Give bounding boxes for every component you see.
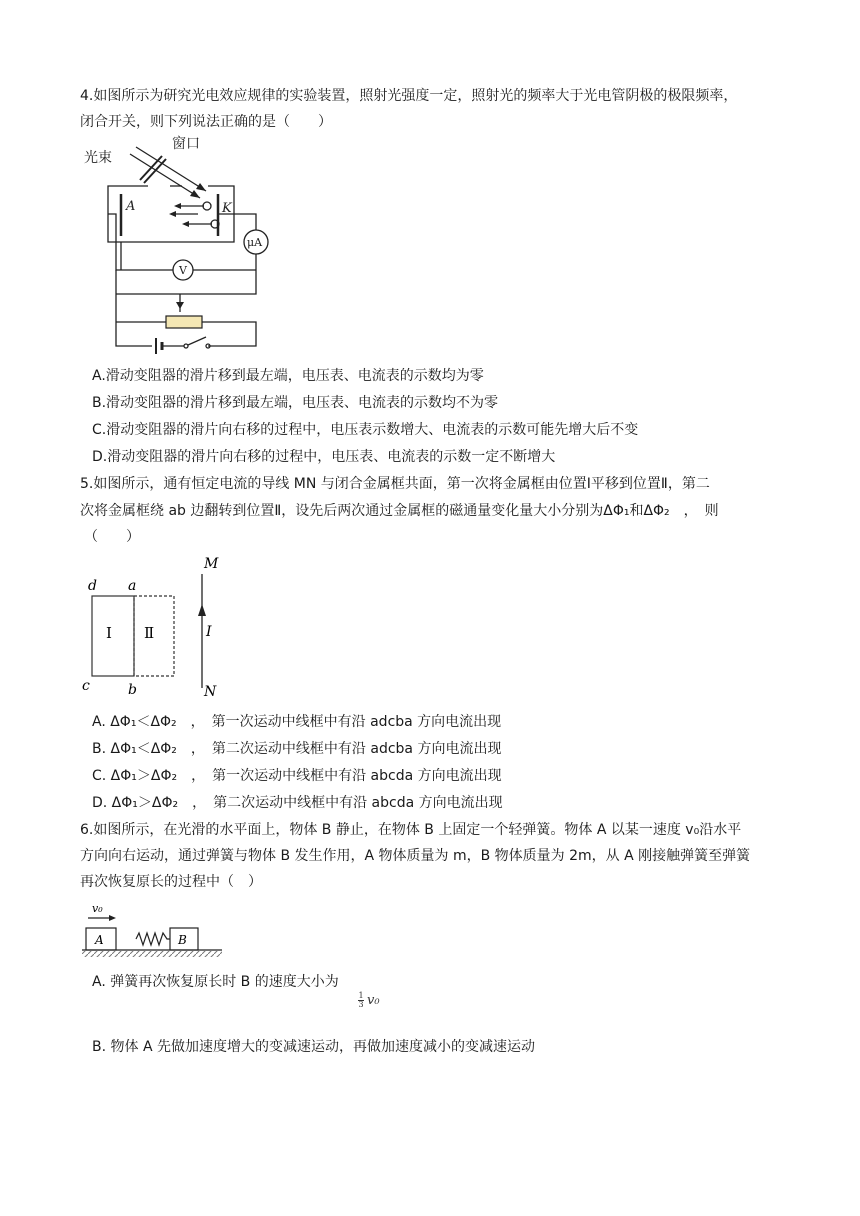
label-n: N: [204, 684, 217, 700]
q4-stem-line2: 闭合开关，则下列说法正确的是（ ）: [80, 114, 332, 130]
label-window: 窗口: [172, 136, 200, 152]
q5-stem-line1: 5.如图所示，通有恒定电流的导线 MN 与闭合金属框共面，第一次将金属框由位置Ⅰ平移到位置Ⅱ，第二: [80, 476, 710, 492]
label-current: I: [206, 624, 212, 640]
q5-option-b[interactable]: B. ΔΦ₁＜ΔΦ₂ ， 第二次运动中线框中有沿 adcba 方向电流出现: [92, 741, 502, 757]
q4-stem-line1: 4.如图所示为研究光电效应规律的实验装置，照射光强度一定，照射光的频率大于光电管阴极的极限频率，: [80, 88, 738, 104]
spring-blocks-figure: [82, 900, 224, 960]
q6-stem-line1: 6.如图所示，在光滑的水平面上，物体 B 静止，在物体 B 上固定一个轻弹簧。物体 A 以某一速度 v₀沿水平: [80, 822, 742, 838]
label-m: M: [204, 556, 219, 572]
q5-option-d[interactable]: D. ΔΦ₁＞ΔΦ₂ ， 第二次运动中线框中有沿 abcda 方向电流出现: [92, 795, 503, 811]
ground: [82, 951, 222, 957]
frame-position-1: [92, 596, 134, 676]
fraction-denominator: 3: [358, 1000, 364, 1009]
label-cathode: K: [222, 201, 232, 216]
label-region-1: Ⅰ: [106, 624, 112, 642]
label-block-a: A: [95, 933, 104, 947]
q6-option-b[interactable]: B. 物体 A 先做加速度增大的变减速运动，再做加速度减小的变减速运动: [92, 1039, 535, 1055]
label-v0: v₀: [92, 902, 103, 915]
label-block-b: B: [178, 933, 187, 947]
q6-stem-line3: 再次恢复原长的过程中（ ）: [80, 874, 262, 890]
label-microammeter: μA: [247, 236, 263, 249]
label-c: c: [82, 678, 90, 694]
q6-option-a-fraction: [358, 992, 380, 1009]
label-b: b: [128, 682, 137, 698]
q4-option-c[interactable]: C.滑动变阻器的滑片向右移的过程中，电压表示数增大、电流表的示数可能先增大后不变: [92, 422, 639, 438]
label-voltmeter: V: [179, 264, 187, 277]
label-a: a: [128, 578, 137, 594]
fraction-variable: v₀: [367, 993, 380, 1008]
wire-and-frame-figure: [78, 552, 238, 702]
q5-option-a[interactable]: A. ΔΦ₁＜ΔΦ₂ ， 第一次运动中线框中有沿 adcba 方向电流出现: [92, 714, 502, 730]
photoelectric-circuit-figure: [78, 134, 278, 356]
current-arrow: [198, 604, 206, 616]
q5-option-c[interactable]: C. ΔΦ₁＞ΔΦ₂ ， 第一次运动中线框中有沿 abcda 方向电流出现: [92, 768, 502, 784]
fraction-numerator: 1: [358, 991, 364, 1000]
rheostat: [166, 316, 202, 328]
q6-option-a[interactable]: A. 弹簧再次恢复原长时 B 的速度大小为: [92, 974, 339, 990]
q6-stem-line2: 方向向右运动，通过弹簧与物体 B 发生作用，A 物体质量为 m，B 物体质量为 2m，从 A 刚接触弹簧至弹簧: [80, 848, 751, 864]
label-light-beam: 光束: [84, 150, 112, 166]
label-d: d: [88, 578, 97, 594]
velocity-arrow: [109, 915, 116, 921]
label-region-2: Ⅱ: [144, 624, 155, 642]
q4-option-b[interactable]: B.滑动变阻器的滑片移到最左端，电压表、电流表的示数均不为零: [92, 395, 499, 411]
q5-stem-line3: （ ）: [84, 529, 140, 545]
spring: [136, 933, 170, 945]
label-anode: A: [126, 199, 136, 214]
q4-option-d[interactable]: D.滑动变阻器的滑片向右移的过程中，电压表、电流表的示数一定不断增大: [92, 449, 556, 465]
q4-option-a[interactable]: A.滑动变阻器的滑片移到最左端，电压表、电流表的示数均为零: [92, 368, 484, 384]
q5-stem-line2: 次将金属框绕 ab 边翻转到位置Ⅱ，设先后两次通过金属框的磁通量变化量大小分别为ΔΦ₁和ΔΦ₂ ， 则: [80, 503, 719, 519]
